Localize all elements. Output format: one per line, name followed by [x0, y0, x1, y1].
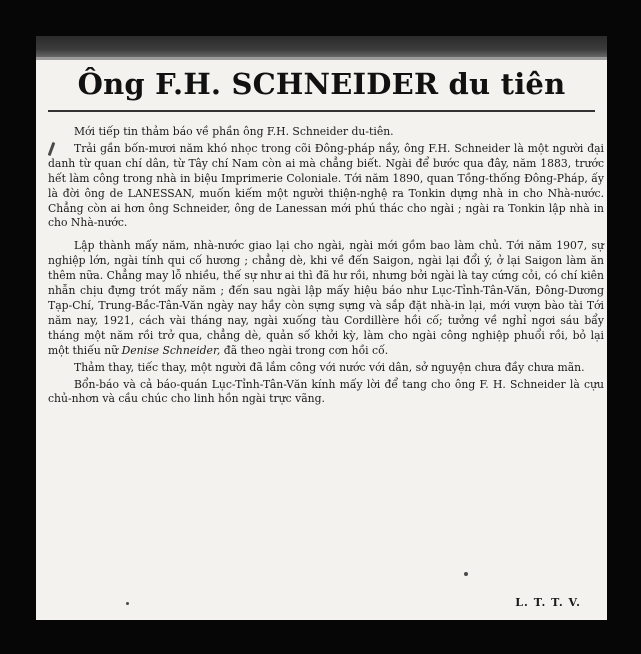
daughter-name: Denise Schneider,	[121, 343, 221, 357]
title-divider	[48, 110, 595, 112]
newspaper-clipping	[36, 36, 607, 620]
paragraph-2-tail: đã theo ngài trong cơn hồi cố.	[223, 343, 389, 357]
paragraph-2	[48, 239, 604, 358]
signature: L. T. T. V.	[515, 596, 581, 609]
print-speck	[126, 602, 129, 605]
intro-paragraph: Mới tiếp tin thảm báo về phần ông F.H. Schneider du-tiên.	[74, 125, 394, 138]
print-speck	[464, 572, 468, 576]
paragraph-2-text: Lập thành mấy năm, nhà-nước giao lại cho ngài, ngài mới gồm bao làm chủ. Tới năm 1907, sự nghiệp lớn, ngài tính qui cố hương ; chẳng dè, khi về đến Saigon, ngài lại đổi ý, ở lại Saigon làm ăn thêm nữa. Chẳng may lỗ nhiều, thế sự như ai thì đã hư rồi, nhưng bởi ngài là tay cứng cỏi, có chí kiên nhẫn chịu đựng trót mấy năm ; đến sau ngài lập mấy hiệu báo như Lục-Tỉnh-Tân-Văn, Đông-Dương Tạp-Chí, Trung-Bắc-Tân-Văn ngày nay hầy còn sựng sựng và sắp đặt nhà-in lại, mới vượn bào tài Tới năm nay, 1921, cách vài tháng nay, ngài xuống tàu Cordillère hồi cố; tưởng về nghỉ ngơi sáu bẩy tháng một năm rồi trở qua, chẳng dè, quản số khởi kỳ, làm cho ngài công nghiệp phuổi rồi, bỏ lại một thiếu nữ	[48, 239, 604, 357]
top-dark-band	[36, 36, 607, 60]
paragraph-1: Trải gần bốn-mươi năm khó nhọc trong cõi Đông-pháp nầy, ông F.H. Schneider là một người đại danh từ quan chí dân, từ Tây chí Nam còn ai mà chẳng biết. Ngài để bước qua đây, năm 1883, trước hết làm công trong nhà in biệu Imprimerie Coloniale. Tới năm 1890, quan Tồng-thống Đông-Pháp, ấy là đời ông de LANESSAN, muốn kiếm một người thiện-nghệ ra Tonkin dựng nhà in cho Nhà-nước. Chẳng còn ai hơn ông Schneider, ông de Lanessan mới phú thác cho ngài ; ngài ra Tonkin lập nhà in cho Nhà-nước.	[48, 141, 604, 230]
article-title: Ông F.H. SCHNEIDER du tiên	[77, 67, 566, 101]
paragraph-4: Bổn-báo và cả báo-quán Lục-Tỉnh-Tân-Văn kính mấy lời để tang cho ông F. H. Schneider là cựu chủ-nhơn và cầu chúc cho linh hồn ngài trực vãng.	[48, 377, 604, 406]
article-body	[48, 125, 604, 407]
paragraph-3: Thảm thay, tiếc thay, một người đã lắm công với nước với dân, sở nguyện chưa đầy chưa mãn.	[74, 360, 585, 374]
